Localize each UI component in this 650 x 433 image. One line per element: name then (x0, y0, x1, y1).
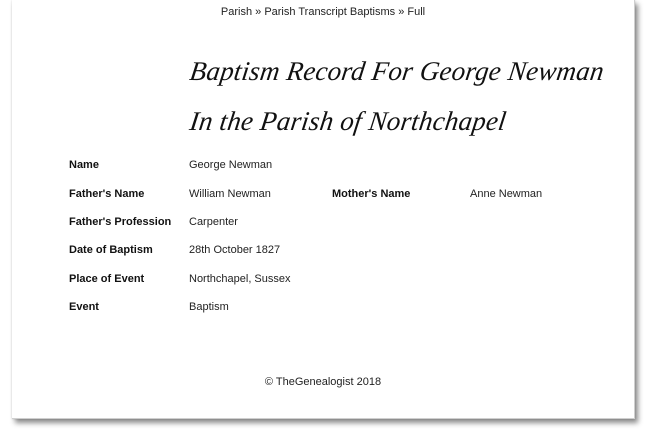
mother-name-value: Anne Newman (470, 188, 543, 200)
baptism-date-label: Date of Baptism (69, 244, 153, 256)
place-label: Place of Event (69, 273, 145, 285)
father-name-label: Father's Name (69, 188, 145, 200)
place-value: Northchapel, Sussex (189, 273, 291, 285)
event-label: Event (69, 301, 99, 313)
breadcrumb (12, 6, 634, 18)
breadcrumb-full-current: Full (407, 6, 426, 18)
record-page (12, 0, 635, 419)
father-profession-label: Father's Profession (69, 216, 172, 228)
father-profession-value: Carpenter (189, 216, 238, 228)
father-name-value: William Newman (189, 188, 271, 200)
event-value: Baptism (189, 301, 229, 313)
copyright-footer: © TheGenealogist 2018 (264, 376, 382, 388)
baptism-date-value: 28th October 1827 (189, 244, 281, 256)
page-title: Baptism Record For George Newman (187, 56, 607, 86)
page-subtitle: In the Parish of Northchapel (187, 106, 509, 136)
breadcrumb-separator: » (395, 6, 408, 18)
breadcrumb-separator: » (252, 6, 265, 18)
breadcrumb-parish-link[interactable]: Parish (220, 6, 253, 18)
name-label: Name (69, 159, 99, 171)
breadcrumb-baptisms-link[interactable]: Parish Transcript Baptisms (264, 6, 396, 18)
mother-name-label: Mother's Name (332, 188, 411, 200)
name-value: George Newman (189, 159, 273, 171)
